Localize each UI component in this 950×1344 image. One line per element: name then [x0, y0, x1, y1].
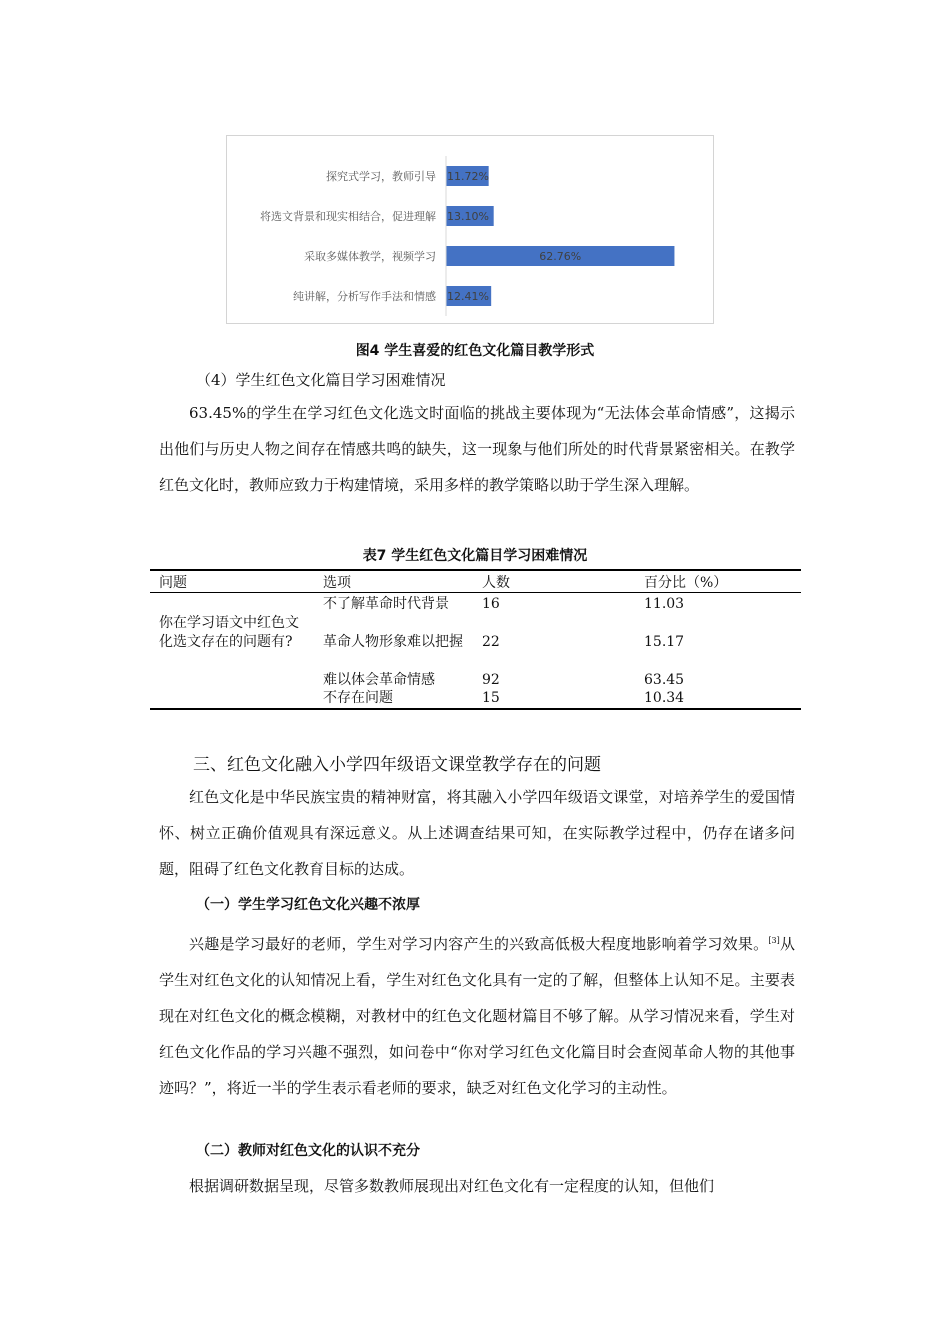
chart-value-label: 11.72% — [447, 170, 489, 183]
chart-category-label: 纯讲解，分析写作手法和情感 — [293, 290, 436, 303]
table-percent-cell: 63.45 — [644, 672, 685, 688]
citation-ref: [3] — [768, 936, 780, 945]
table-caption: 表7 学生红色文化篇目学习困难情况 — [362, 548, 588, 564]
chart-category-label: 采取多媒体教学，视频学习 — [304, 250, 436, 263]
table-top-rule — [150, 569, 801, 571]
table-count-cell: 92 — [482, 672, 500, 688]
chart-value-label: 12.41% — [447, 290, 489, 303]
subsection-title: （4）学生红色文化篇目学习困难情况 — [196, 371, 446, 389]
table-option-cell: 不了解革命时代背景 — [323, 596, 449, 612]
paragraph-text: 从学生对红色文化的认知情况上看，学生对红色文化具有一定的了解，但整体上认知不足。主要表现在对红色文化的概念模糊，对教材中的红色文化题材篇目不够了解。从学习情况来看，学生对红色文化作品的学习兴趣不强烈，如问卷中“你对学习红色文化篇目时会查阅革命人物的其他事迹吗？”，将近一半的学生表示看老师的要求，缺乏对红色文化学习的主动性。 — [159, 935, 795, 1097]
table-percent-cell: 15.17 — [644, 634, 685, 650]
table-count-cell: 16 — [482, 596, 500, 612]
chart-value-label: 13.10% — [447, 210, 489, 223]
paragraph — [159, 923, 795, 1106]
table-question-cell: 你在学习语文中红色文化选文存在的问题有? — [159, 615, 299, 650]
paragraph-text: 兴趣是学习最好的老师，学生对学习内容产生的兴致高低极大程度地影响着学习效果。 — [189, 935, 769, 953]
paragraph: 红色文化是中华民族宝贵的精神财富，将其融入小学四年级语文课堂，对培养学生的爱国情怀、树立正确价值观具有深远意义。从上述调查结果可知，在实际教学过程中，仍存在诸多问题，阻碍了红色文化教育目标的达成。 — [159, 788, 795, 878]
chart-category-label: 探究式学习，教师引导 — [326, 170, 436, 183]
table-option-cell: 革命人物形象难以把握 — [323, 634, 463, 650]
subsection-heading: （一）学生学习红色文化兴趣不浓厚 — [196, 897, 420, 913]
subsection-heading: （二）教师对红色文化的认识不充分 — [196, 1143, 420, 1159]
chart-category-label: 将选文背景和现实相结合，促进理解 — [260, 210, 436, 223]
chart-canvas — [227, 136, 715, 325]
table-header: 选项 — [323, 575, 351, 591]
table-percent-cell: 11.03 — [644, 596, 685, 612]
figure-caption: 图4 学生喜爱的红色文化篇目教学形式 — [355, 343, 595, 359]
paragraph: 63.45%的学生在学习红色文化选文时面临的挑战主要体现为“无法体会革命情感”，这揭示出他们与历史人物之间存在情感共鸣的缺失，这一现象与他们所处的时代背景紧密相关。在教学红色文化时，教师应致力于构建情境，采用多样的教学策略以助于学生深入理解。 — [159, 404, 795, 494]
section-heading: 三、红色文化融入小学四年级语文课堂教学存在的问题 — [193, 755, 601, 775]
table-bottom-rule — [150, 708, 801, 710]
chart-value-label: 62.76% — [539, 250, 582, 263]
bar-chart — [226, 135, 714, 324]
table-count-cell: 22 — [482, 634, 500, 650]
table-header: 问题 — [159, 575, 187, 591]
table-header: 百分比（%） — [644, 575, 728, 591]
table-option-cell: 不存在问题 — [323, 690, 393, 706]
table-header: 人数 — [482, 575, 510, 591]
paragraph: 根据调研数据呈现，尽管多数教师展现出对红色文化有一定程度的认知，但他们 — [189, 1177, 715, 1195]
table-option-cell: 难以体会革命情感 — [323, 672, 435, 688]
data-table — [150, 569, 801, 711]
table-count-cell: 15 — [482, 690, 500, 706]
table-percent-cell: 10.34 — [644, 690, 685, 706]
